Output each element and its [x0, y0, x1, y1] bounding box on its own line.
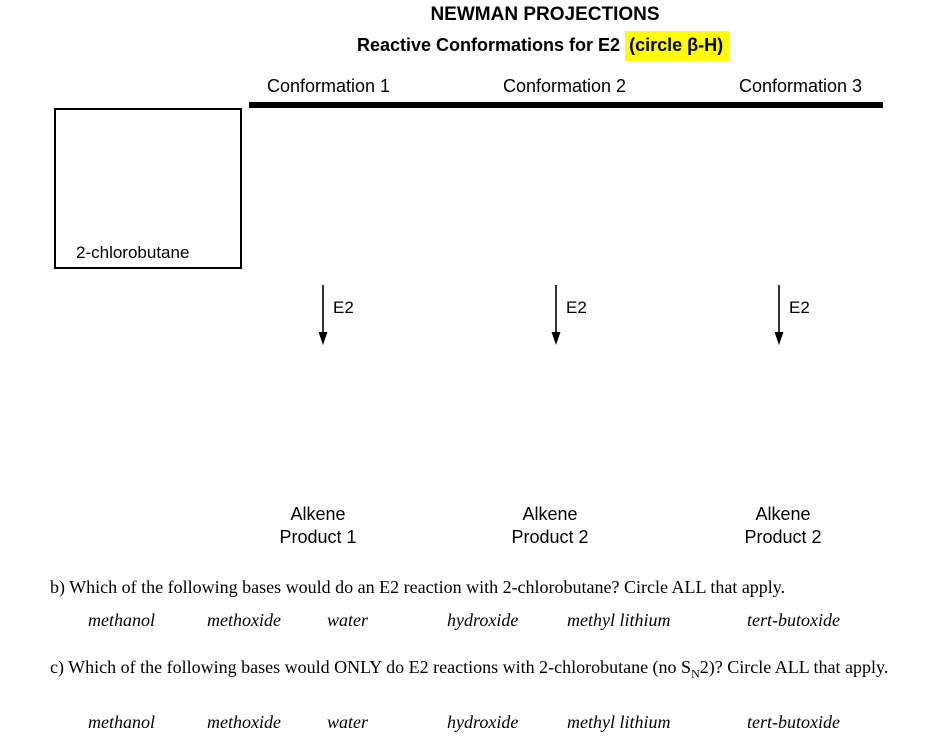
conformation-1-header: Conformation 1: [267, 76, 391, 96]
option-hydroxide[interactable]: hydroxide: [447, 712, 519, 732]
reaction-label: E2: [566, 298, 587, 317]
option-water[interactable]: water: [327, 712, 369, 732]
reaction-label: E2: [789, 298, 810, 317]
option-water[interactable]: water: [327, 610, 369, 630]
page-title: NEWMAN PROJECTIONS: [430, 4, 660, 25]
header-rule: [249, 102, 883, 108]
conformation-2-header: Conformation 2: [503, 76, 627, 96]
product-line1: Alkene: [522, 504, 578, 524]
reaction-arrow-icon: [773, 285, 785, 345]
product-line1: Alkene: [755, 504, 811, 524]
conformation-3-header: Conformation 3: [739, 76, 863, 96]
option-methoxide[interactable]: methoxide: [207, 610, 281, 630]
question-c-text-end: 2)? Circle ALL that apply.: [699, 657, 889, 677]
option-hydroxide[interactable]: hydroxide: [447, 610, 519, 630]
question-b: b) Which of the following bases would do an E2 reaction with 2-chlorobutane? Circle ALL that apply.: [50, 577, 786, 597]
subtitle-text: Reactive Conformations for E2: [357, 35, 621, 55]
option-tert-butoxide[interactable]: tert-butoxide: [747, 712, 840, 732]
product-line2: Product 2: [744, 527, 822, 547]
page-subtitle: [357, 35, 729, 56]
question-c-subscript: N: [691, 666, 700, 681]
option-methyl-lithium[interactable]: methyl lithium: [567, 610, 671, 630]
question-c-text: c) Which of the following bases would ONLY do E2 reactions with 2-chlorobutane (no S: [50, 657, 692, 677]
product-label-1: [238, 503, 398, 549]
reaction-label: E2: [333, 298, 354, 317]
subtitle-highlight: (circle β-H): [625, 31, 729, 61]
reaction-arrow-icon: [317, 285, 329, 345]
option-methoxide[interactable]: methoxide: [207, 712, 281, 732]
option-tert-butoxide[interactable]: tert-butoxide: [747, 610, 840, 630]
option-methyl-lithium[interactable]: methyl lithium: [567, 712, 671, 732]
product-label-2: [470, 503, 630, 549]
product-line1: Alkene: [290, 504, 346, 524]
reaction-arrow-icon: [550, 285, 562, 345]
question-c: [50, 656, 900, 686]
product-line2: Product 1: [279, 527, 357, 547]
option-methanol[interactable]: methanol: [88, 610, 155, 630]
starting-material-label: 2-chlorobutane: [76, 243, 190, 262]
product-label-3: [703, 503, 863, 549]
option-methanol[interactable]: methanol: [88, 712, 155, 732]
product-line2: Product 2: [511, 527, 589, 547]
